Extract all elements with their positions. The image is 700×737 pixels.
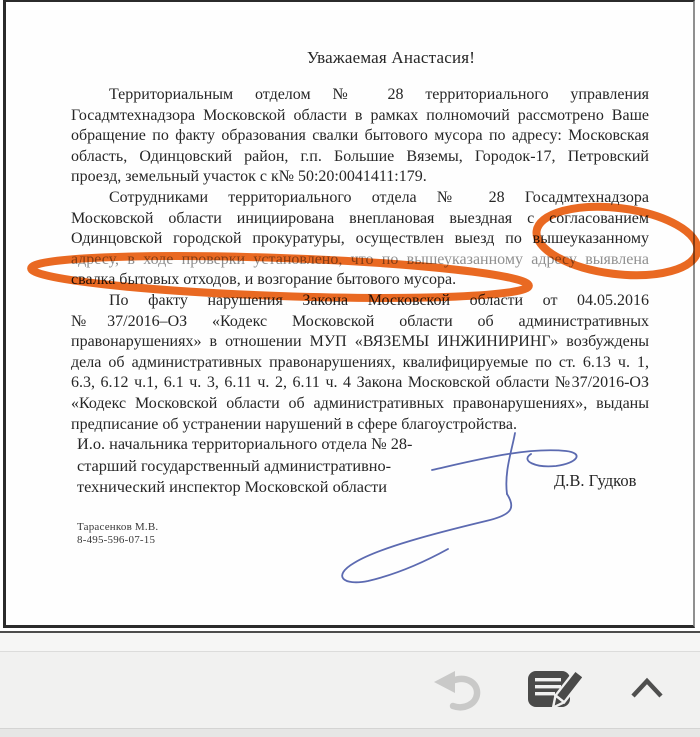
letter-salutation: Уважаемая Анастасия!	[306, 48, 476, 67]
text-line: 6.3, 6.12 ч.1, 6.1 ч. 3, 6.11 ч. 2, 6.11 ч. 4 Закона Московской области №37/2016-ОЗ	[71, 374, 649, 392]
signatory-title-block	[77, 433, 477, 498]
executor-contact	[77, 521, 158, 546]
edit-note-icon	[526, 663, 582, 715]
bottom-toolbar	[0, 651, 700, 728]
text-line: предписание об устранении нарушений в сфере благоустройства.	[71, 415, 517, 433]
undo-button[interactable]	[428, 663, 484, 715]
text-line: обращение по факту образования свалки бытового мусора по адресу: Московская	[71, 127, 649, 145]
text-line: технический инспектор Московской области	[77, 477, 388, 497]
toolbar-bottom-strip	[0, 728, 700, 737]
collapse-up-button[interactable]	[620, 663, 676, 715]
chevron-up-icon	[620, 663, 676, 715]
paragraph-3	[71, 291, 649, 435]
text-line: Госадмтехнадзора Московской области в рамках полномочий рассмотрено Ваше	[71, 106, 649, 124]
text-line: свалка бытовых отходов, и возгорание бытового мусора.	[71, 271, 457, 289]
document-page	[3, 0, 695, 628]
text-line: Сотрудниками территориального отдела № 28 Госадмтехнадзора	[109, 189, 649, 206]
text-line: адресу, в ходе проверки установлено, что по вышеуказанному адресу выявлена	[71, 250, 649, 268]
text-line: По факту нарушения Закона Московской области от 04.05.2016	[109, 292, 649, 309]
text-line: Территориальным отделом № 28 территориального управления	[109, 86, 649, 103]
text-line: проезд, земельный участок с к№ 50:20:0041411:179.	[71, 168, 427, 186]
text-line: область, Одинцовский район, г.п. Большие Вяземы, Городок-17, Петровский	[71, 147, 649, 165]
text-line: старший государственный административно-	[77, 455, 392, 475]
text-line: Московской области инициирована внеплановая выездная с согласованием	[71, 209, 649, 227]
paragraph-2	[71, 188, 649, 291]
signatory-name: Д.В. Гудков	[554, 471, 637, 490]
edit-note-button[interactable]	[526, 663, 582, 715]
executor-name: Тарасенков М.В.	[77, 521, 159, 533]
text-line: И.о. начальника территориального отдела № 28-	[77, 434, 413, 453]
text-line: правонарушениях» в отношении МУП «ВЯЗЕМЫ ИНЖИНИРИНГ» возбуждены	[71, 333, 649, 351]
text-line: «Кодекс Московской области об административных правонарушениях», выданы	[71, 394, 649, 412]
executor-phone: 8-495-596-07-15	[77, 533, 156, 546]
undo-icon	[428, 663, 484, 715]
text-line: дела об административных правонарушениях, квалифицируемые по ст. 6.13 ч. 1,	[71, 353, 649, 371]
text-line: №37/2016–ОЗ «Кодекс Московской области об административных	[71, 312, 649, 330]
text-line: Одинцовской городской прокуратуры, осуществлен выезд по вышеуказанному	[71, 230, 649, 248]
paragraph-1	[71, 85, 649, 188]
